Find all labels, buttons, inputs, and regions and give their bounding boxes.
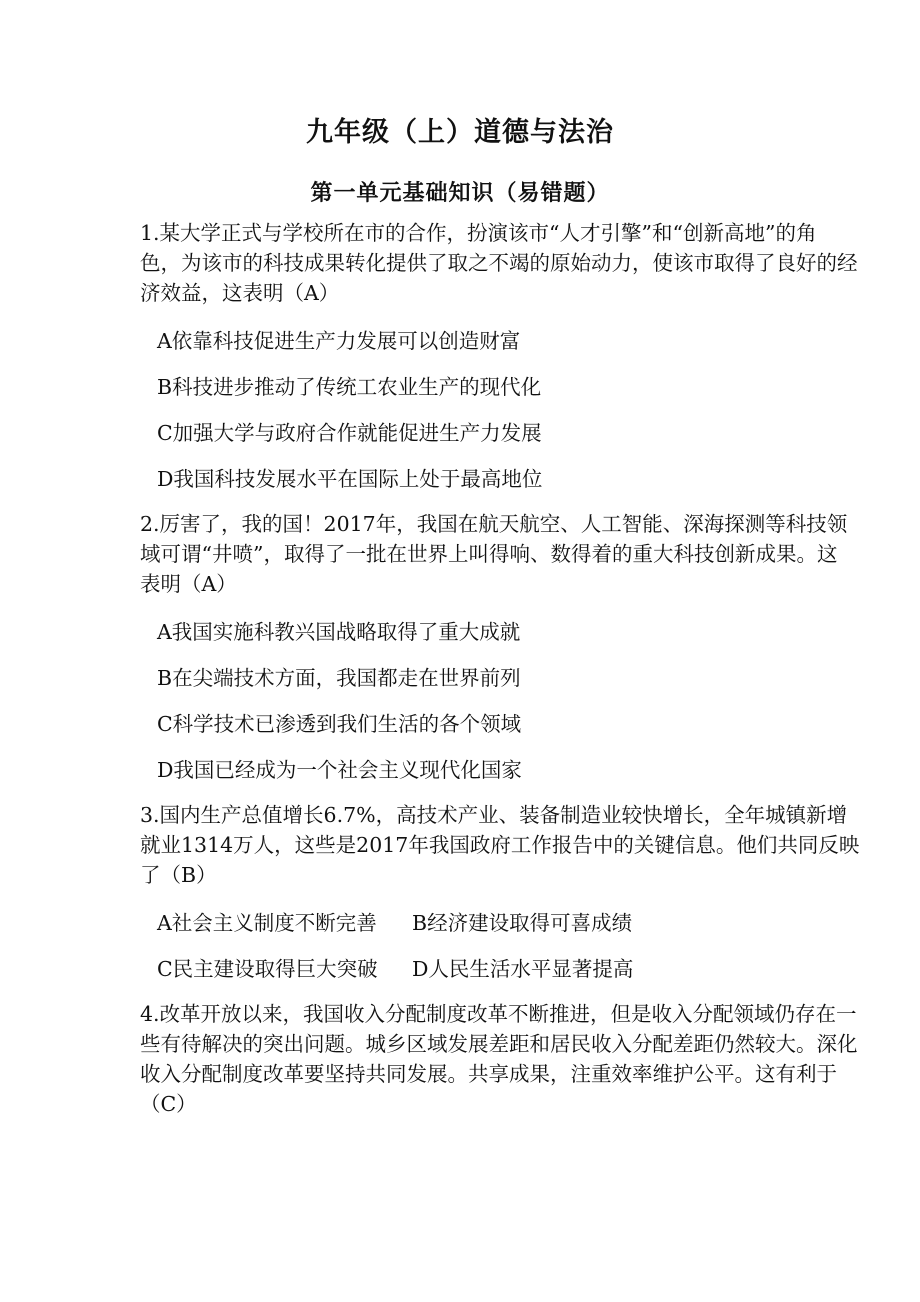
option-row [140, 655, 790, 701]
answer-option: D我国科技发展水平在国际上处于最高地位 [157, 467, 543, 491]
answer-option: B科技进步推动了传统工农业生产的现代化 [157, 375, 542, 399]
answer-options [140, 609, 790, 793]
question-text-line: 域可谓“井喷”，取得了一批在世界上叫得响、数得着的重大科技创新成果。这 [140, 542, 838, 566]
option-row [140, 747, 790, 793]
question-text-line: 表明（A） [140, 572, 237, 596]
option-row [140, 456, 790, 502]
question-text-line: 就业1314万人，这些是2017年我国政府工作报告中的关键信息。他们共同反映 [140, 833, 860, 857]
option-row [140, 701, 790, 747]
question-text-line: 2.厉害了，我的国！2017年，我国在航天航空、人工智能、深海探测等科技领 [140, 512, 848, 536]
answer-options [140, 900, 790, 992]
question-4 [140, 999, 858, 1119]
question-text-line: 3.国内生产总值增长6.7%，高技术产业、装备制造业较快增长，全年城镇新增 [140, 803, 848, 827]
answer-option: A我国实施科教兴国战略取得了重大成就 [157, 620, 521, 644]
question-1 [140, 218, 858, 502]
answer-option: A依靠科技促进生产力发展可以创造财富 [157, 329, 521, 353]
question-text-line: 4.改革开放以来，我国收入分配制度改革不断推进，但是收入分配领域仍存在一 [140, 1002, 857, 1026]
answer-option: A社会主义制度不断完善 [157, 911, 377, 935]
question-text-line: 色，为该市的科技成果转化提供了取之不竭的原始动力，使该市取得了良好的经 [140, 251, 858, 275]
option-row [140, 946, 790, 992]
question-text-line: （C） [140, 1092, 197, 1116]
option-row [140, 900, 790, 946]
document-title: 九年级（上）道德与法治 [306, 117, 614, 148]
question-text-line: 收入分配制度改革要坚持共同发展。共享成果，注重效率维护公平。这有利于 [140, 1062, 837, 1086]
option-row [140, 364, 790, 410]
answer-option: B经济建设取得可喜成绩 [412, 911, 633, 935]
answer-options [140, 318, 790, 502]
answer-option: C加强大学与政府合作就能促进生产力发展 [157, 421, 542, 445]
question-text-line: 了（B） [140, 863, 217, 887]
question-2 [140, 509, 848, 793]
question-text-line: 1.某大学正式与学校所在市的合作，扮演该市“人才引擎”和“创新高地”的角 [140, 221, 817, 245]
option-row [140, 410, 790, 456]
question-list [140, 218, 860, 1119]
document-subtitle: 第一单元基础知识（易错题） [310, 181, 610, 206]
question-3 [140, 800, 860, 992]
answer-option: C民主建设取得巨大突破 [157, 957, 378, 981]
answer-option: C科学技术已渗透到我们生活的各个领域 [157, 712, 522, 736]
option-row [140, 318, 790, 364]
option-row [140, 609, 790, 655]
answer-option: D我国已经成为一个社会主义现代化国家 [157, 758, 522, 782]
question-text-line: 济效益，这表明（A） [140, 281, 340, 305]
answer-option: D人民生活水平显著提高 [412, 957, 634, 981]
answer-option: B在尖端技术方面，我国都走在世界前列 [157, 666, 521, 690]
question-text-line: 些有待解决的突出问题。城乡区域发展差距和居民收入分配差距仍然较大。深化 [140, 1032, 858, 1056]
